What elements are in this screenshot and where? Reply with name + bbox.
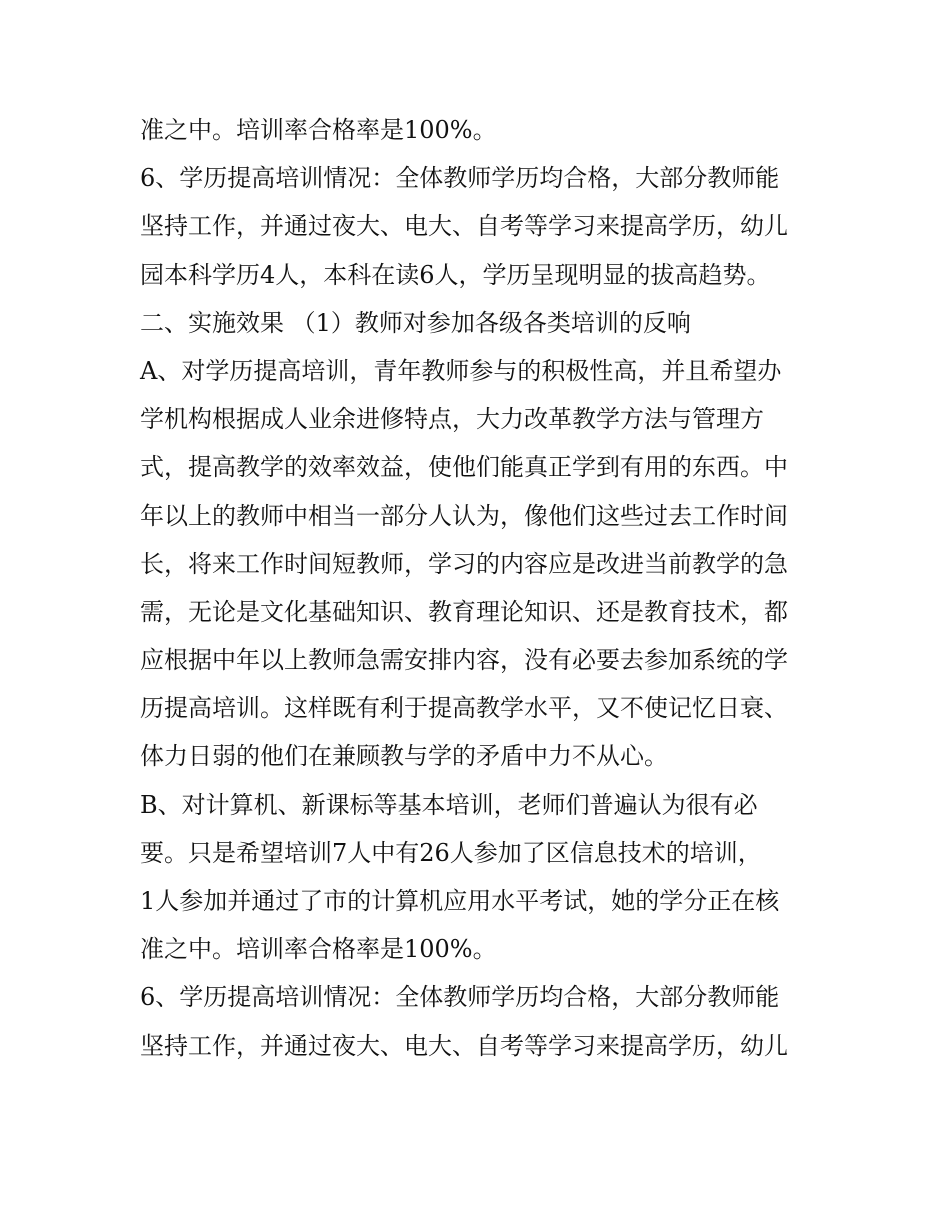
text-line: 需，无论是文化基础知识、教育理论知识、还是教育技术，都 xyxy=(140,597,788,626)
body-text xyxy=(140,106,830,1070)
text-line: 园本科学历4人，本科在读6人，学历呈现明显的拔高趋势。 xyxy=(140,260,771,289)
text-line: 学机构根据成人业余进修特点，大力改革教学方法与管理方 xyxy=(140,405,764,434)
text-line: 应根据中年以上教师急需安排内容，没有必要去参加系统的学 xyxy=(140,646,788,675)
text-line: 准之中。培训率合格率是100%。 xyxy=(140,935,497,964)
text-line: 体力日弱的他们在兼顾教与学的矛盾中力不从心。 xyxy=(140,742,668,771)
text-line: 6、学历提高培训情况：全体教师学历均合格，大部分教师能 xyxy=(140,983,780,1012)
text-line: A、对学历提高培训，青年教师参与的积极性高，并且希望办 xyxy=(140,356,782,385)
text-line: 准之中。培训率合格率是100%。 xyxy=(140,116,497,144)
text-line: 式，提高教学的效率效益，使他们能真正学到有用的东西。中 xyxy=(140,453,788,482)
text-line: 历提高培训。这样既有利于提高教学水平，又不使记忆日衰、 xyxy=(140,694,788,723)
text-line: 1人参加并通过了市的计算机应用水平考试，她的学分正在核 xyxy=(140,887,780,915)
text-line: 坚持工作，并通过夜大、电大、自考等学习来提高学历，幼儿 xyxy=(140,212,788,241)
text-line: 年以上的教师中相当一部分人认为，像他们这些过去工作时间 xyxy=(140,501,788,530)
text-line: 6、学历提高培训情况：全体教师学历均合格，大部分教师能 xyxy=(140,164,780,193)
section-heading: 二、实施效果 （1）教师对参加各级各类培训的反响 xyxy=(140,308,691,337)
text-line: B、对计算机、新课标等基本培训，老师们普遍认为很有必 xyxy=(140,790,758,819)
text-line: 要。只是希望培训7人中有26人参加了区信息技术的培训， xyxy=(140,838,762,867)
text-line: 长，将来工作时间短教师，学习的内容应是改进当前教学的急 xyxy=(140,549,788,578)
text-line: 坚持工作，并通过夜大、电大、自考等学习来提高学历，幼儿 xyxy=(140,1031,788,1060)
